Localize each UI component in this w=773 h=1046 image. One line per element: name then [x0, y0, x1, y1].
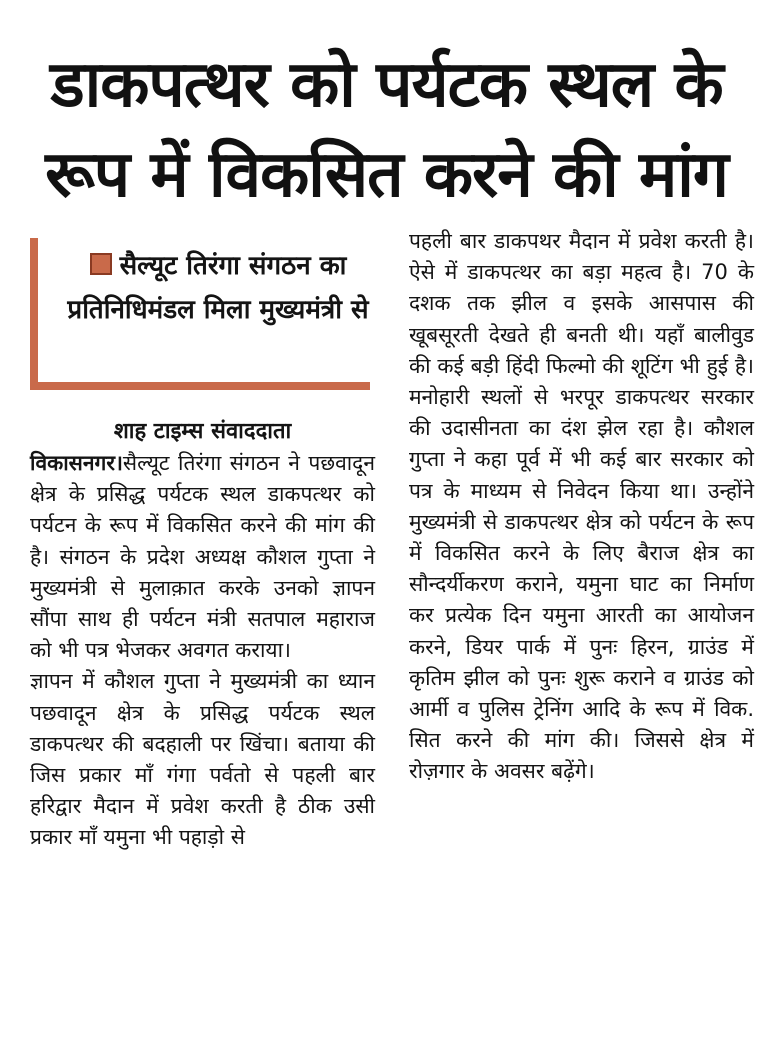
right-column-text: पहली बार डाकपथर मैदान में प्रवेश करती है। ऐसे में डाकपत्थर का बड़ा महत्व है। 70 के दशक तक झील व इसके आसपास की खूबसूरती देखते ही बनती थी। यहाँ बालीवुड की कई बड़ी हिंदी फिल्मो की शूटिंग भी हुई है। मनोहारी स्थलों से भरपूर डाकपत्थर सरकार की उदासीनता का दंश झेल रहा है। कौशल गुप्ता ने कहा पूर्व में भी कई बार सरकार को पत्र के माध्यम से निवेदन किया था। उन्होंने मुख्यमंत्री से डाकपत्थर क्षेत्र को पर्यटन के रूप में विकसित करने के लिए बैराज क्षेत्र का सौन्दर्यीकरण कराने, यमुना घाट का निर्माण कर प्रत्येक दिन यमुना आरती का आयोजन करने, डियर पार्क में पुनः हिरन, ग्राउंड में कृतिम झील को पुनः शुरू कराने व ग्राउंड को आर्मी व पुलिस ट्रेनिंग आदि के रूप में विक. सित करने की मांग की। जिससे क्षेत्र में रोज़गार के अवसर बढ़ेंगे।	[409, 229, 754, 784]
paragraph-2: ज्ञापन में कौशल गुप्ता ने मुख्यमंत्री का ध्यान पछवादून क्षेत्र के प्रसिद्ध पर्यटक स्थल डाकपत्थर की बदहाली पर खिंचा। बताया की जिस प्रकार माँ गंगा पर्वतो से पहली बार हरिद्वार मैदान में प्रवेश करती है ठीक उसी प्रकार माँ यमुना भी पहाड़ो से	[30, 669, 375, 850]
subheadline	[60, 244, 376, 332]
subheadline-box	[30, 238, 370, 390]
paragraph-1-text: सैल्यूट तिरंगा संगठन ने पछवादून क्षेत्र के प्रसिद्ध पर्यटक स्थल डाकपत्थर को पर्यटन के रूप में विकसित करने की मांग की है। संगठन के प्रदेश अध्यक्ष कौशल गुप्ता ने मुख्यमंत्री से मुलाक़ात करके उनको ज्ञापन सौंपा साथ ही पर्यटन मंत्री सतपाल महाराज को भी पत्र भेजकर अवगत कराया।	[30, 451, 375, 663]
paragraph-1	[30, 448, 375, 666]
dateline: विकासनगर।	[30, 451, 123, 475]
byline: शाह टाइम्स संवाददाता	[113, 419, 292, 444]
headline-line-1: डाकपत्थर को पर्यटक स्थल के	[50, 48, 723, 122]
right-column	[409, 226, 754, 788]
bullet-square-icon	[90, 253, 112, 275]
subheadline-text: सैल्यूट तिरंगा संगठन का प्रतिनिधिमंडल मिला मुख्यमंत्री से	[67, 251, 369, 325]
left-column	[30, 448, 375, 854]
headline-line-2: रूप में विकसित करने की मांग	[45, 138, 728, 212]
headline	[0, 40, 773, 220]
